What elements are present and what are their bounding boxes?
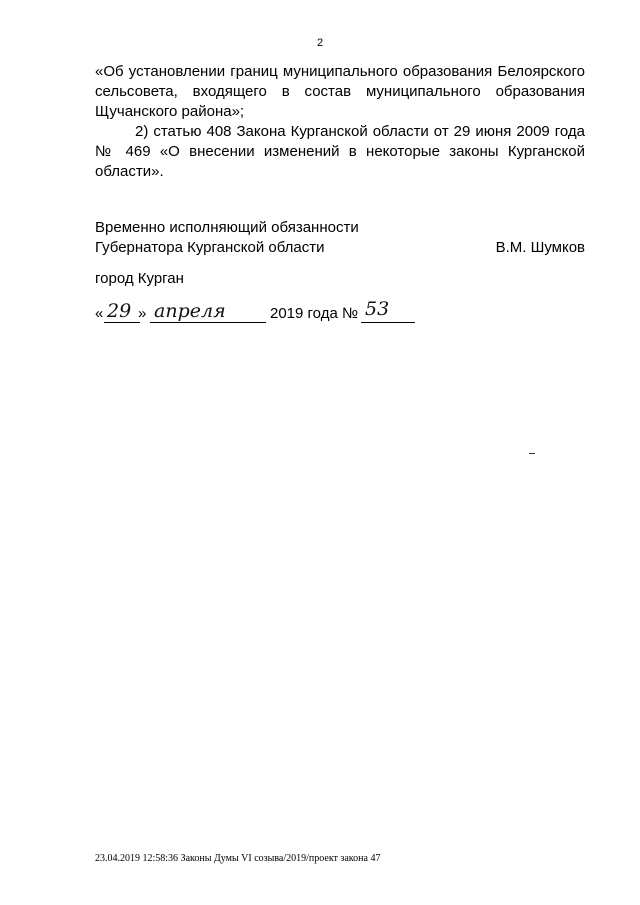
open-quote: « xyxy=(95,305,104,322)
signatory-row xyxy=(95,238,585,258)
page-number: 2 xyxy=(316,37,324,49)
month-blank-line xyxy=(150,322,266,323)
signatory-position-line-2: Губернатора Курганской области xyxy=(95,239,325,256)
handwritten-number: 53 xyxy=(365,298,390,320)
city-name: город Курган xyxy=(95,270,184,287)
paragraph-law-title: «Об установлении границ муниципального образования Белоярского сельсовета, входящего в состав муниципального образования Щучанского района»; xyxy=(95,63,585,120)
document-body xyxy=(95,62,585,182)
number-blank-line xyxy=(361,322,415,323)
year-and-number-label: 2019 года № xyxy=(270,305,359,322)
handwritten-day: 29 xyxy=(107,300,132,322)
day-blank-line xyxy=(104,322,140,323)
signature-block xyxy=(95,218,585,258)
paragraph-article-408: 2) статью 408 Закона Курганской области от 29 июня 2009 года № 469 «О внесении изменений в некоторые законы Курганской области». xyxy=(95,123,585,180)
stray-mark xyxy=(529,453,535,454)
signatory-name: В.М. Шумков xyxy=(495,239,585,256)
signatory-position-line-1: Временно исполняющий обязанности xyxy=(95,219,359,236)
close-quote: » xyxy=(138,305,147,322)
handwritten-month: апреля xyxy=(154,300,226,322)
footer-stamp: 23.04.2019 12:58:36 Законы Думы VI созыва/2019/проект закона 47 xyxy=(95,853,381,864)
